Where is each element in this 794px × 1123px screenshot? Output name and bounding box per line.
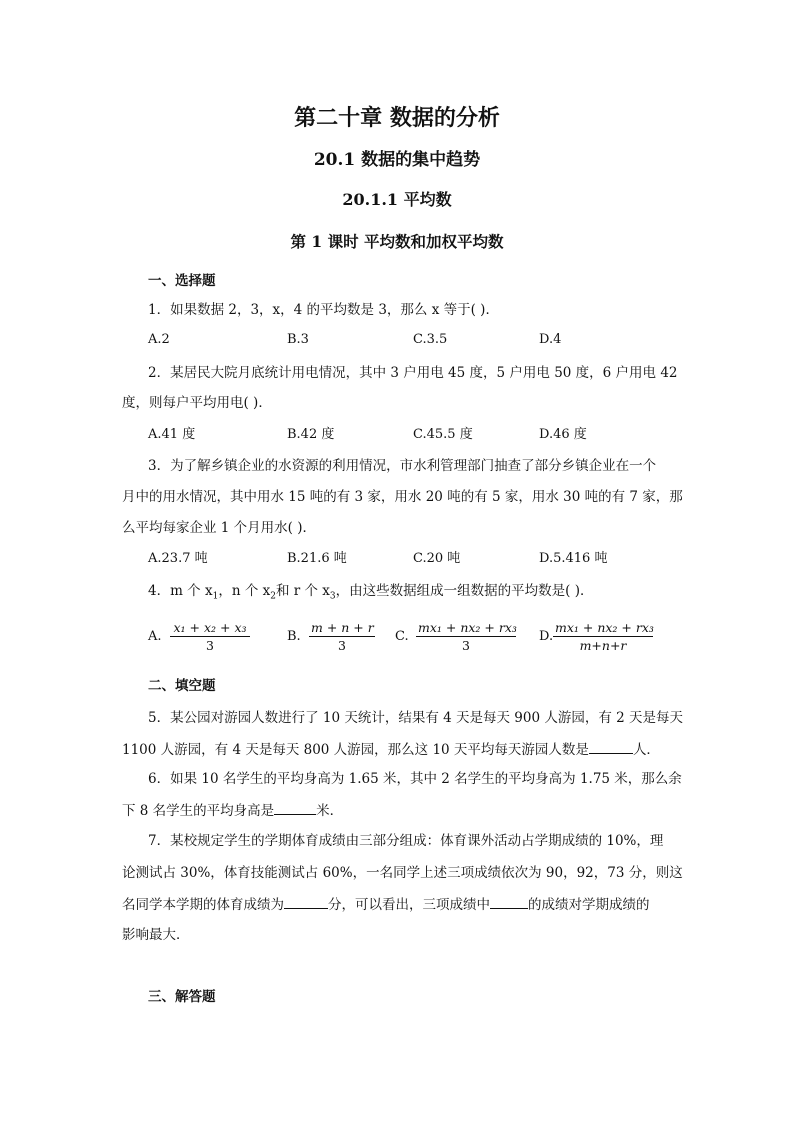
fraction-denominator: 3 <box>206 638 214 653</box>
question-2-option-b: B.42 度 <box>287 427 335 442</box>
question-4-option-a-label: A. <box>148 629 162 644</box>
fraction-numerator: x₁ + x₂ + x₃ <box>170 620 250 637</box>
question-2-line-2: 度，则每户平均用电( )． <box>122 395 272 411</box>
question-4-option-d-fraction <box>553 620 653 653</box>
question-2-option-c: C.45.5 度 <box>413 427 473 442</box>
question-3-line-1: 3．为了解乡镇企业的水资源的利用情况，市水利管理部门抽查了部分乡镇企业在一个 <box>148 458 657 474</box>
question-7-line-1: 7．某校规定学生的学期体育成绩由三部分组成：体育课外活动占学期成绩的 10%，理 <box>148 833 664 849</box>
fraction-denominator: 3 <box>462 638 470 653</box>
answer-blank[interactable] <box>284 895 328 909</box>
lesson-title: 第 1 课时 平均数和加权平均数 <box>290 232 504 251</box>
fraction-numerator: mx₁ + nx₂ + rx₃ <box>555 620 654 635</box>
question-2-option-a: A.41 度 <box>148 427 196 442</box>
answer-blank[interactable] <box>490 895 528 909</box>
fraction-denominator: m+n+r <box>579 638 627 653</box>
question-3-line-2: 月中的用水情况，其中用水 15 吨的有 3 家，用水 20 吨的有 5 家，用水 30 吨的有 7 家，那 <box>122 489 683 505</box>
question-2-option-d: D.46 度 <box>539 427 587 442</box>
section-heading-answer: 三、解答题 <box>148 989 216 1005</box>
question-1-option-a: A.2 <box>148 332 170 347</box>
question-4-option-b-fraction <box>309 620 375 653</box>
question-3-option-b: B.21.6 吨 <box>287 551 347 566</box>
question-1-option-c: C.3.5 <box>413 332 448 347</box>
fraction-denominator: 3 <box>338 638 346 653</box>
question-3-line-3: 么平均每家企业 1 个月用水( )． <box>122 520 316 536</box>
answer-blank[interactable] <box>274 801 316 815</box>
question-4-option-c-label: C. <box>395 629 409 644</box>
question-4-option-d-label: D. <box>539 629 554 644</box>
question-7-line-4: 影响最大． <box>122 927 190 943</box>
question-7-line-2: 论测试占 30%，体育技能测试占 60%，一名同学上述三项成绩依次为 90，92，73 分，则这 <box>122 865 683 881</box>
question-3-option-a: A.23.7 吨 <box>148 551 208 566</box>
section-heading-fill: 二、填空题 <box>148 678 216 694</box>
question-7-line-3: 名同学本学期的体育成绩为 分，可以看出，三项成绩中 的成绩对学期成绩的 <box>122 897 650 913</box>
question-6-line-1: 6．如果 10 名学生的平均身高为 1.65 米，其中 2 名学生的平均身高为 1.75 米，那么余 <box>148 771 682 787</box>
question-1-option-b: B.3 <box>287 332 309 347</box>
question-3-option-d: D.5.416 吨 <box>539 551 608 566</box>
question-6-line-2: 下 8 名学生的平均身高是 米． <box>122 803 344 819</box>
fraction-numerator: m + n + r <box>311 620 374 635</box>
question-4-option-b-label: B. <box>287 629 301 644</box>
subsection-title: 20.1.1 平均数 <box>342 190 452 209</box>
question-3-option-c: C.20 吨 <box>413 551 461 566</box>
question-4-stem: 4．m 个 $x_1$，n 个 $x_2$和 r 个 $x_3$，由这些数据组成一组数据的平均数是( )． <box>148 583 594 602</box>
question-5-line-2: 1100 人游园，有 4 天是每天 800 人游园，那么这 10 天平均每天游园人数是 人． <box>122 742 660 758</box>
question-1-option-d: D.4 <box>539 332 562 347</box>
fraction-numerator: mx₁ + nx₂ + rx₃ <box>418 620 517 635</box>
question-2-line-1: 2．某居民大院月底统计用电情况，其中 3 户用电 45 度，5 户用电 50 度，6 户用电 42 <box>148 365 678 381</box>
question-1-stem: 1．如果数据 2，3，x，4 的平均数是 3，那么 x 等于( )． <box>148 302 499 318</box>
question-4-option-c-fraction <box>416 620 516 653</box>
answer-blank[interactable] <box>589 740 633 754</box>
question-4-option-a-fraction <box>170 620 250 653</box>
chapter-title: 第二十章 数据的分析 <box>294 105 500 131</box>
question-5-line-1: 5．某公园对游园人数进行了 10 天统计，结果有 4 天是每天 900 人游园，有 2 天是每天 <box>148 710 684 726</box>
section-heading-choice: 一、选择题 <box>148 273 216 289</box>
section-title: 20.1 数据的集中趋势 <box>313 150 481 170</box>
